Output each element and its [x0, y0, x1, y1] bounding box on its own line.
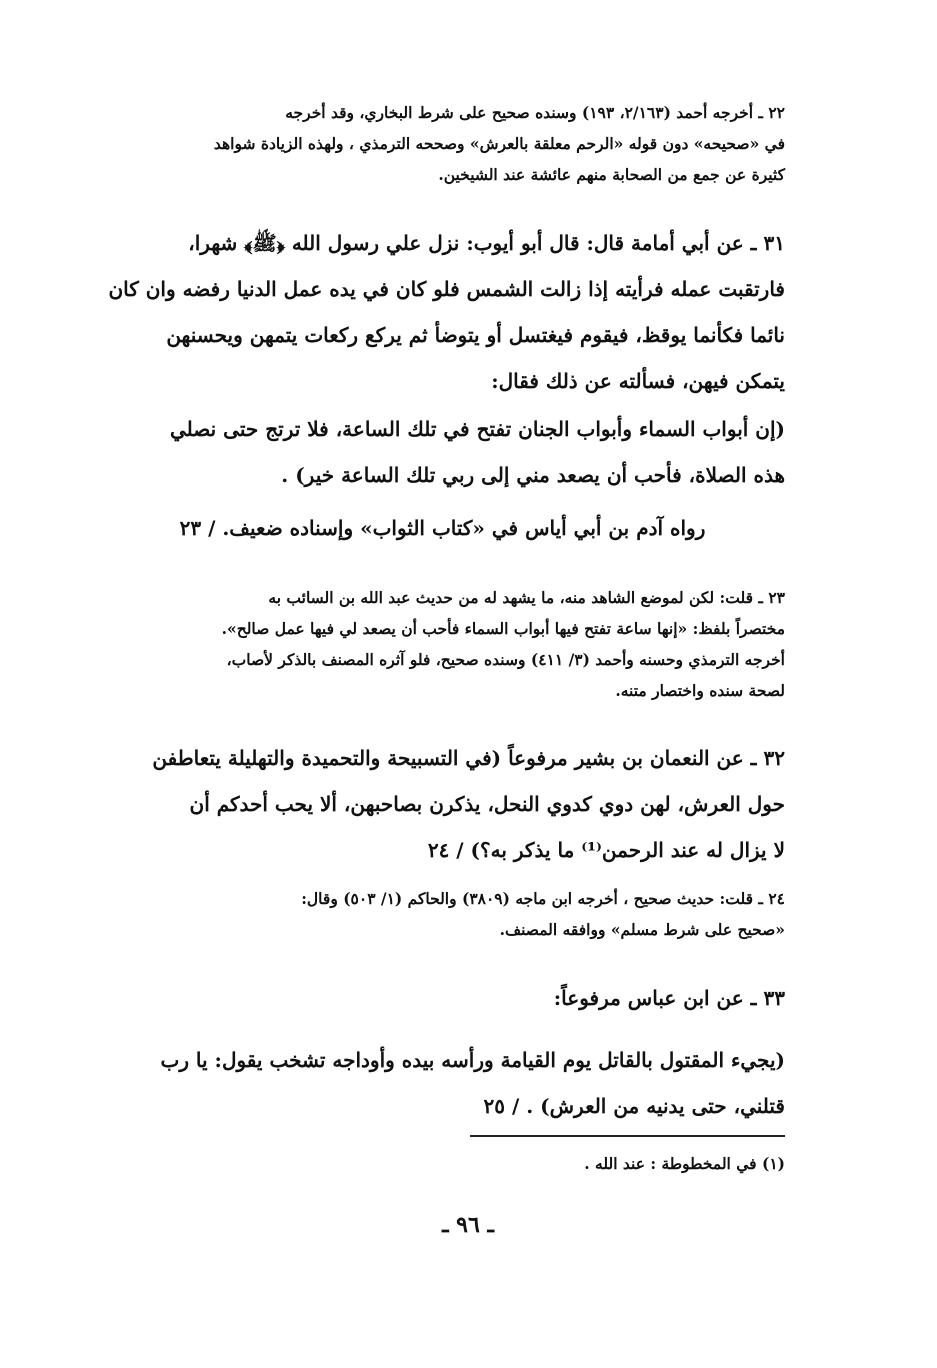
margin-note: [100, 1148, 785, 1179]
footnote-22-line: في «صحيحه» دون قوله «الرحم معلقة بالعرش» وصححه الترمذي ، ولهذه الزيادة شواهد: [213, 134, 785, 153]
hadith-33-line: (يجيء المقتول بالقاتل يوم القيامة ورأسه بيده وأوداجه تشخب يقول: يا رب: [160, 1048, 785, 1072]
footnote-separator: [470, 1135, 785, 1137]
hadith-32-line: لا يزال له عند الرحمن⁽¹⁾ ما يذكر به؟) / ٢٤: [427, 838, 785, 862]
footnote-23: [100, 582, 785, 706]
hadith-31-line: يتمكن فيهن، فسألته عن ذلك فقال:: [491, 369, 785, 393]
footnote-24-line: ٢٤ ـ قلت: حديث صحيح ، أخرجه ابن ماجه (٣٨٠٩) والحاكم (١/ ٥٠٣) وقال:: [301, 889, 785, 908]
hadith-32-line: حول العرش، لهن دوي كدوي النحل، يذكرن بصاحبهن، ألا يحب أحدكم أن: [189, 792, 785, 816]
footnote-22: [100, 97, 785, 190]
quote-line: هذه الصلاة، فأحب أن يصعد مني إلى ربي تلك الساعة خير) .: [281, 463, 785, 487]
footnote-23-line: لصحة سنده واختصار متنه.: [615, 681, 785, 700]
hadith-33-intro: [100, 975, 785, 1021]
hadith-31-source: [100, 505, 785, 551]
hadith-33-line: قتلني، حتى يدنيه من العرش) . / ٢٥: [483, 1094, 785, 1118]
footnote-23-line: مختصراً بلفظ: «إنها ساعة تفتح فيها أبواب السماء فأحب أن يصعد لي فيها عمل صالح».: [221, 619, 785, 638]
hadith-32: [100, 735, 785, 873]
hadith-33-intro-line: ٣٣ ـ عن ابن عباس مرفوعاً:: [553, 986, 785, 1010]
quote-line: (إن أبواب السماء وأبواب الجنان تفتح في تلك الساعة، فلا ترتج حتى نصلي: [170, 417, 785, 441]
footnote-22-line: ٢٢ ـ أخرجه أحمد (٢/١٦٣، ١٩٣) وسنده صحيح على شرط البخاري، وقد أخرجه: [285, 103, 785, 122]
hadith-31-line: ٣١ ـ عن أبي أمامة قال: قال أبو أيوب: نزل علي رسول الله ﴿ﷺ﴾ شهرا،: [188, 231, 785, 255]
footnote-24: [100, 883, 785, 945]
footnote-23-line: ٢٣ ـ قلت: لكن لموضع الشاهد منه، ما يشهد له من حديث عبد الله بن السائب به: [268, 588, 785, 607]
hadith-31-quote: [100, 406, 785, 498]
page-number: ـ ٩٦ ـ: [442, 1212, 494, 1238]
footnote-24-line: «صحيح على شرط مسلم» ووافقه المصنف.: [499, 920, 785, 939]
margin-note-line: (١) في المخطوطة : عند الله .: [584, 1154, 785, 1173]
source-line: رواه آدم بن أبي أياس في «كتاب الثواب» وإسناده ضعيف. / ٢٣: [179, 516, 706, 540]
footnote-22-line: كثيرة عن جمع من الصحابة منهم عائشة عند الشيخين.: [438, 165, 785, 184]
footnote-23-line: أخرجه الترمذي وحسنه وأحمد (٣/ ٤١١) وسنده صحيح، فلو آثره المصنف بالذكر لأصاب،: [226, 650, 785, 669]
hadith-33: [100, 1037, 785, 1129]
hadith-31-line: نائما فكأنما يوقظ، فيقوم فيغتسل أو يتوضأ ثم يركع ركعات يتمهن ويحسنهن: [166, 323, 785, 347]
hadith-31: [100, 220, 785, 404]
hadith-32-line: ٣٢ ـ عن النعمان بن بشير مرفوعاً (في التسبيحة والتحميدة والتهليلة يتعاطفن: [152, 746, 785, 770]
hadith-31-line: فارتقبت عمله فرأيته إذا زالت الشمس فلو كان في يده عمل الدنيا رفضه وان كان: [108, 277, 785, 301]
